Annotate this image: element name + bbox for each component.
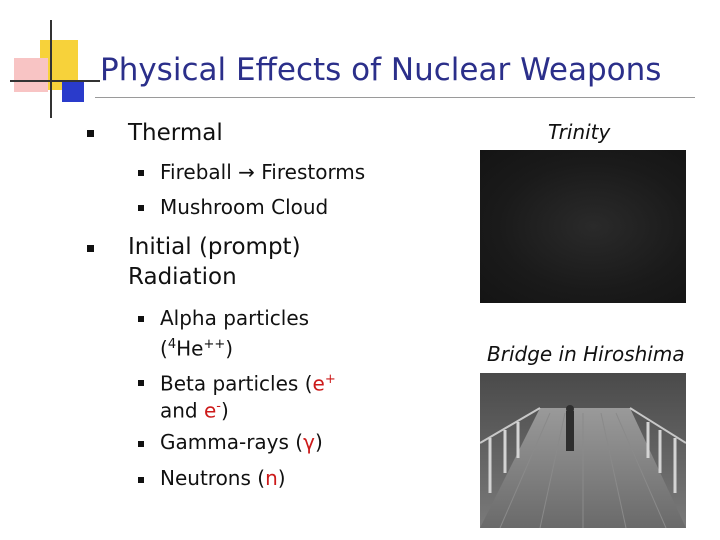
bridge-photo — [480, 373, 686, 528]
corner-decoration — [0, 0, 100, 120]
sub-bullet-alpha-line2: ($^4$He++) — [160, 336, 234, 361]
sub-bullet-fireball: Fireball → Firestorms — [160, 160, 366, 184]
sub-bullet-mushroom-cloud: Mushroom Cloud — [160, 195, 329, 219]
sub-bullet-marker — [138, 316, 144, 322]
arrow-icon: → — [238, 160, 255, 184]
trinity-caption: Trinity — [548, 120, 611, 144]
title-underline — [95, 97, 695, 98]
sub-bullet-beta-line2: and e-) — [160, 398, 229, 423]
bullet-radiation-line2: Radiation — [128, 264, 237, 290]
bullet-marker — [87, 130, 94, 137]
sub-bullet-marker — [138, 441, 144, 447]
sub-bullet-marker — [138, 477, 144, 483]
sub-bullet-beta-line1: Beta particles (e+ — [160, 371, 336, 396]
deco-vertical-line — [50, 20, 52, 118]
deco-pink-square — [14, 58, 48, 92]
bullet-radiation-line1: Initial (prompt) — [128, 234, 301, 260]
bridge-caption: Bridge in Hiroshima — [487, 342, 685, 366]
deco-blue-square — [62, 80, 84, 102]
bullet-thermal: Thermal — [128, 120, 223, 146]
slide-title: Physical Effects of Nuclear Weapons — [100, 52, 662, 88]
sub-bullet-gamma: Gamma-rays (γ) — [160, 430, 323, 454]
deco-horizontal-line — [10, 80, 100, 82]
sub-bullet-neutrons: Neutrons (n) — [160, 466, 286, 490]
sub-bullet-marker — [138, 170, 144, 176]
bullet-marker — [87, 245, 94, 252]
sub-bullet-marker — [138, 380, 144, 386]
sub-bullet-marker — [138, 205, 144, 211]
trinity-photo — [480, 150, 686, 303]
sub-bullet-alpha-line1: Alpha particles — [160, 306, 310, 330]
bridge-illustration — [480, 373, 686, 528]
